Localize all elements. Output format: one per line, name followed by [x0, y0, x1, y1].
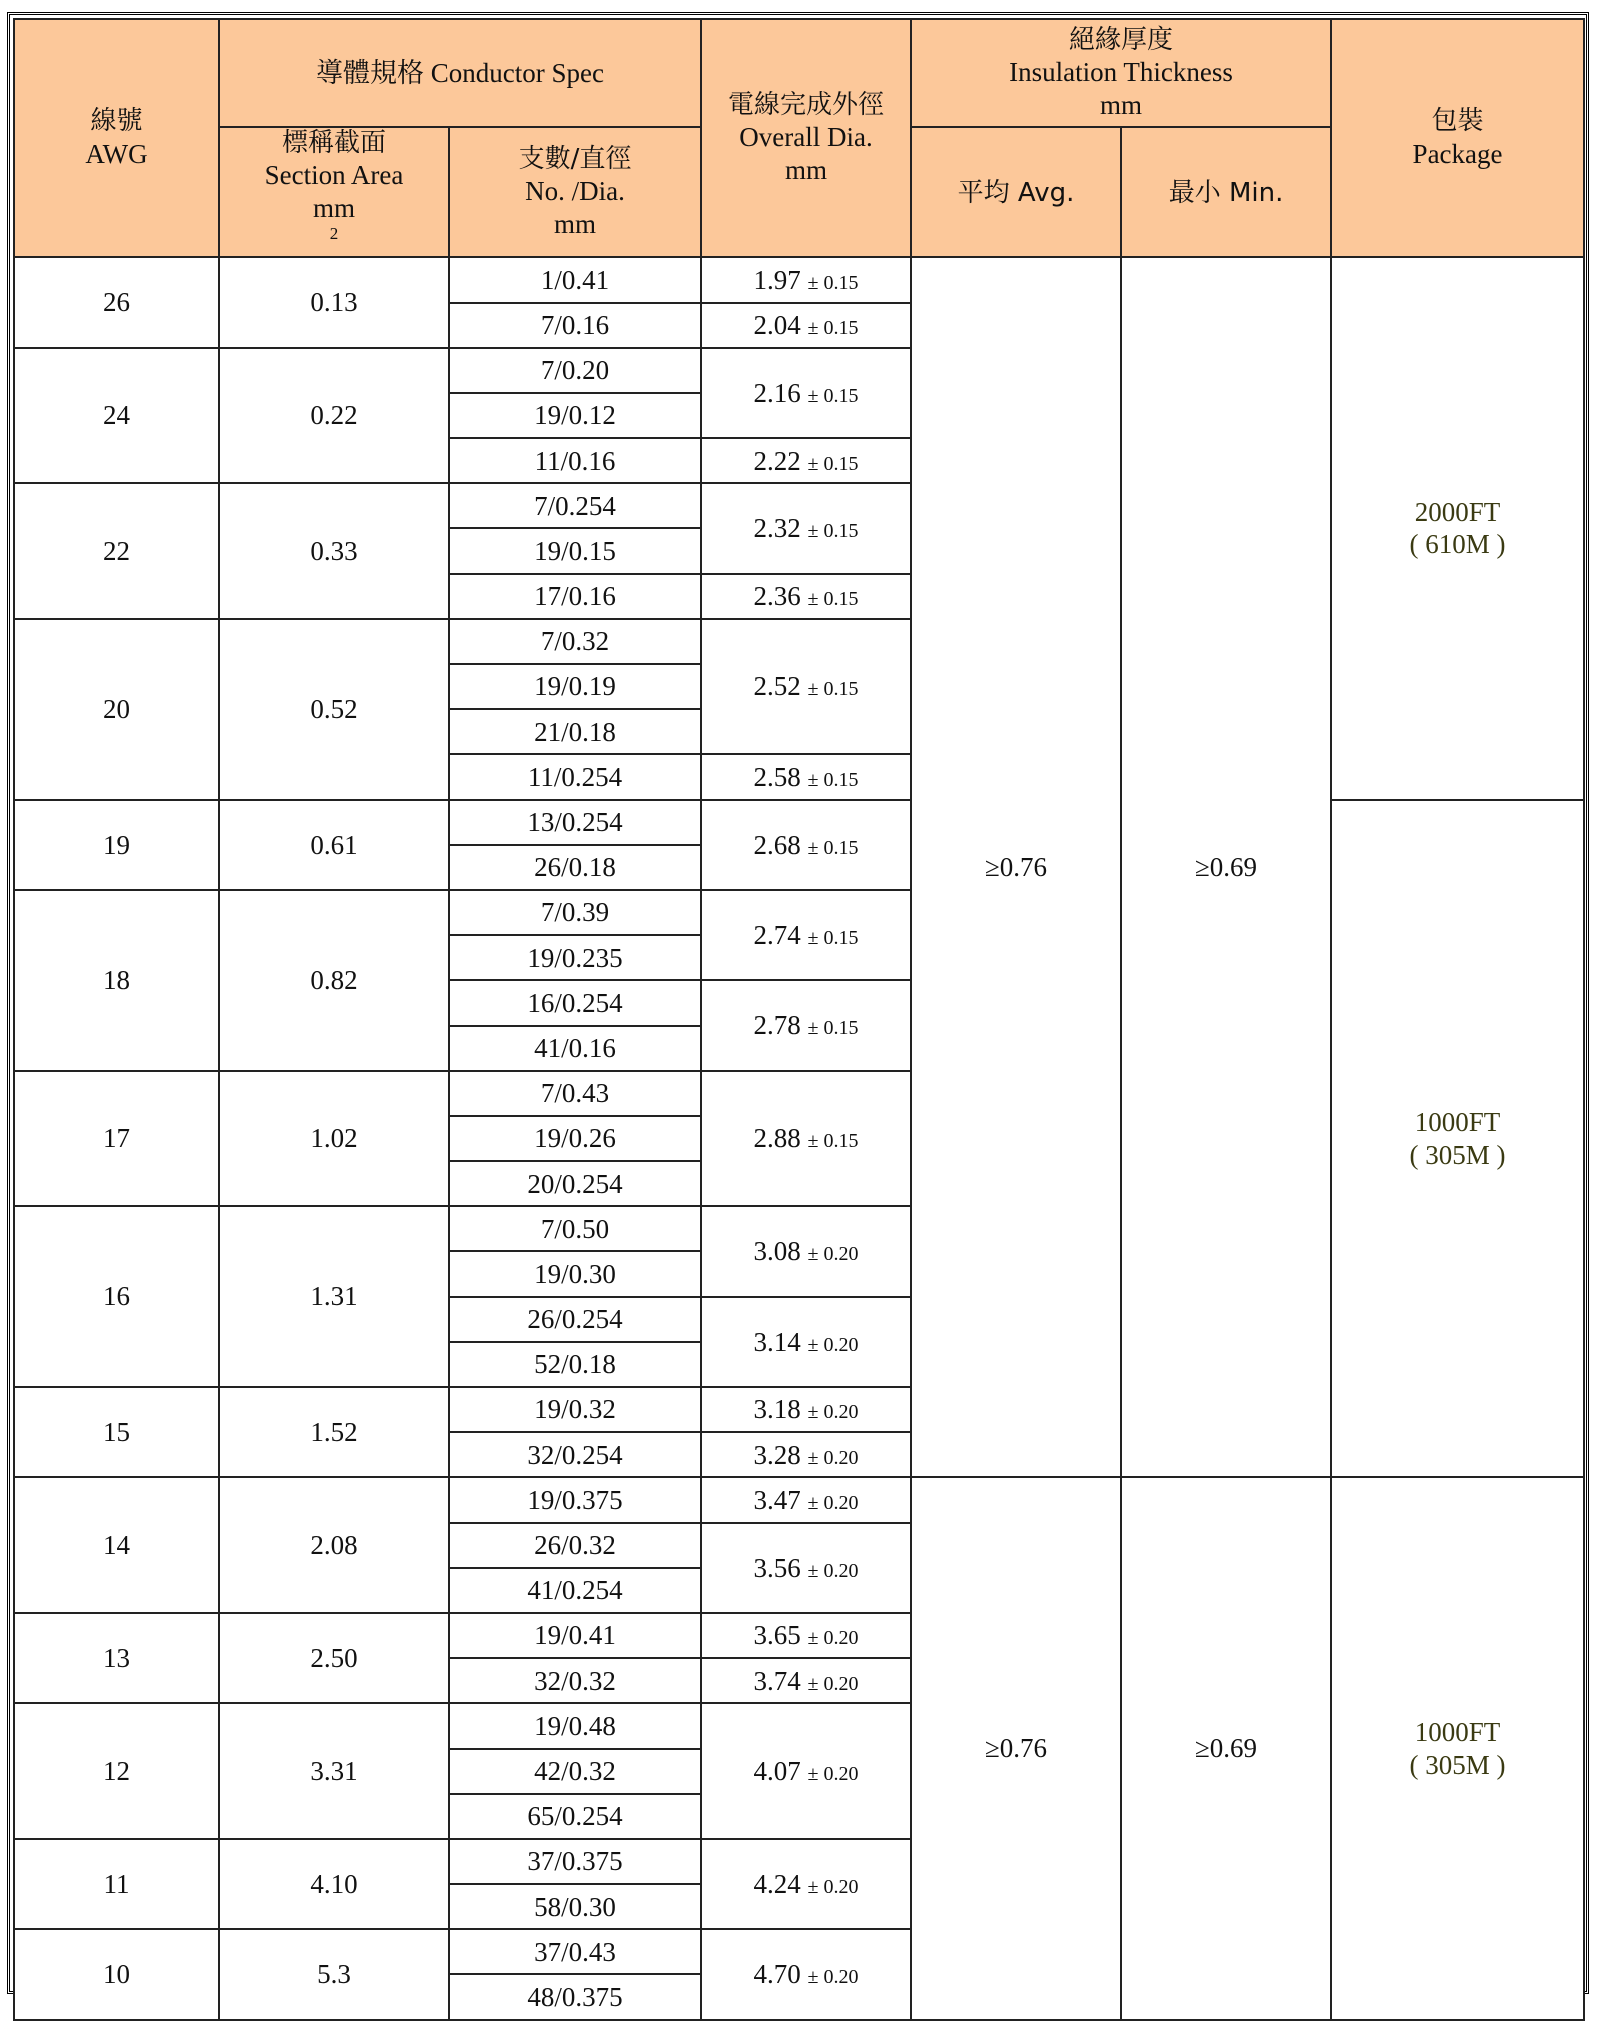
header-section-unit-sup: 2	[329, 223, 339, 243]
package-length-ft: 2000FT	[1414, 497, 1501, 528]
header-ins-zh: 絕緣厚度	[1069, 25, 1174, 56]
strand-cell: 52/0.18	[449, 1342, 701, 1387]
section-area-cell: 2.50	[219, 1613, 449, 1703]
strand-cell: 19/0.19	[449, 664, 701, 709]
table-row	[14, 257, 1584, 302]
strand-cell: 19/0.235	[449, 935, 701, 980]
awg-cell: 17	[14, 1071, 219, 1207]
section-area-cell: 3.31	[219, 1703, 449, 1839]
header-awg	[14, 19, 219, 257]
strand-cell: 32/0.254	[449, 1432, 701, 1477]
header-min-label: 最小 Min.	[1168, 177, 1284, 208]
strand-cell: 41/0.254	[449, 1568, 701, 1613]
header-ins-unit: mm	[1100, 89, 1143, 120]
strand-cell: 37/0.43	[449, 1929, 701, 1974]
package-length-ft: 1000FT	[1414, 1107, 1501, 1138]
dia-value: 2.88	[753, 1123, 801, 1154]
overall-dia-cell	[701, 303, 911, 348]
table-row	[14, 1477, 1584, 1522]
dia-tolerance: ± 0.20	[807, 1559, 859, 1582]
header-od-zh: 電線完成外徑	[728, 90, 885, 121]
package-cell	[1331, 257, 1584, 799]
wire-spec-table	[13, 18, 1585, 2021]
strand-cell: 41/0.16	[449, 1026, 701, 1071]
header-avg-label: 平均 Avg.	[957, 177, 1075, 208]
strand-cell: 7/0.32	[449, 619, 701, 664]
strand-cell: 19/0.30	[449, 1251, 701, 1296]
header-section-en: Section Area	[264, 160, 404, 191]
header-package	[1331, 19, 1584, 257]
dia-value: 3.08	[753, 1236, 801, 1267]
overall-dia-cell	[701, 754, 911, 799]
strand-cell: 7/0.20	[449, 348, 701, 393]
overall-dia-cell	[701, 1387, 911, 1432]
dia-value: 2.74	[753, 919, 801, 950]
dia-value: 3.65	[753, 1620, 801, 1651]
dia-tolerance: ± 0.20	[807, 1491, 859, 1514]
package-length-m: ( 305M )	[1409, 1749, 1506, 1780]
strand-cell: 19/0.32	[449, 1387, 701, 1432]
dia-value: 2.16	[753, 377, 801, 408]
dia-tolerance: ± 0.20	[807, 1875, 859, 1898]
dia-tolerance: ± 0.20	[807, 1446, 859, 1469]
overall-dia-cell	[701, 257, 911, 302]
dia-value: 2.36	[753, 581, 801, 612]
section-area-cell: 2.08	[219, 1477, 449, 1613]
header-overall-dia	[701, 19, 911, 257]
section-area-cell: 1.31	[219, 1206, 449, 1387]
overall-dia-cell	[701, 619, 911, 755]
strand-cell: 48/0.375	[449, 1974, 701, 2019]
header-od-en: Overall Dia.	[739, 122, 873, 153]
strand-cell: 19/0.26	[449, 1116, 701, 1161]
dia-tolerance: ± 0.15	[807, 836, 859, 859]
strand-cell: 16/0.254	[449, 980, 701, 1025]
section-area-cell: 0.33	[219, 483, 449, 619]
dia-value: 2.58	[753, 761, 801, 792]
header-strand-unit: mm	[554, 208, 597, 239]
dia-tolerance: ± 0.15	[807, 588, 859, 611]
header-section-unit-base: mm	[312, 192, 355, 223]
dia-value: 3.47	[753, 1484, 801, 1515]
header-insulation	[911, 19, 1331, 127]
header-pkg-zh: 包裝	[1431, 106, 1484, 137]
header-section-zh: 標稱截面	[281, 128, 386, 158]
header-awg-zh: 線號	[90, 106, 143, 137]
overall-dia-cell	[701, 800, 911, 890]
strand-cell: 1/0.41	[449, 257, 701, 302]
dia-value: 2.32	[753, 513, 801, 544]
header-od-unit: mm	[785, 154, 828, 185]
strand-cell: 32/0.32	[449, 1658, 701, 1703]
package-length-m: ( 610M )	[1409, 529, 1506, 560]
strand-cell: 7/0.43	[449, 1071, 701, 1116]
overall-dia-cell	[701, 1432, 911, 1477]
overall-dia-cell	[701, 438, 911, 483]
header-strand-en: No. /Dia.	[525, 176, 625, 207]
dia-tolerance: ± 0.15	[807, 926, 859, 949]
section-area-cell: 4.10	[219, 1839, 449, 1929]
spec-body	[14, 257, 1584, 2019]
overall-dia-cell	[701, 1929, 911, 2019]
dia-value: 3.14	[753, 1326, 801, 1357]
section-area-cell: 5.3	[219, 1929, 449, 2019]
section-area-cell: 0.52	[219, 619, 449, 800]
dia-tolerance: ± 0.20	[807, 1672, 859, 1695]
dia-value: 4.07	[753, 1755, 801, 1786]
strand-cell: 19/0.48	[449, 1703, 701, 1748]
strand-cell: 17/0.16	[449, 574, 701, 619]
dia-tolerance: ± 0.15	[807, 768, 859, 791]
header-min	[1121, 127, 1331, 257]
dia-tolerance: ± 0.20	[807, 1243, 859, 1266]
insulation-avg-cell: ≥0.76	[911, 257, 1121, 1477]
awg-cell: 16	[14, 1206, 219, 1387]
awg-cell: 18	[14, 890, 219, 1071]
dia-value: 2.78	[753, 1010, 801, 1041]
section-area-cell: 0.22	[219, 348, 449, 484]
awg-cell: 15	[14, 1387, 219, 1477]
awg-cell: 14	[14, 1477, 219, 1613]
dia-tolerance: ± 0.20	[807, 1966, 859, 1989]
table-row	[14, 800, 1584, 845]
awg-cell: 11	[14, 1839, 219, 1929]
package-length-m: ( 305M )	[1409, 1139, 1506, 1170]
strand-cell: 11/0.254	[449, 754, 701, 799]
overall-dia-cell	[701, 1613, 911, 1658]
overall-dia-cell	[701, 1839, 911, 1929]
strand-cell: 7/0.39	[449, 890, 701, 935]
strand-cell: 7/0.16	[449, 303, 701, 348]
dia-tolerance: ± 0.20	[807, 1762, 859, 1785]
strand-cell: 20/0.254	[449, 1161, 701, 1206]
overall-dia-cell	[701, 1297, 911, 1387]
dia-value: 2.22	[753, 445, 801, 476]
dia-value: 3.18	[753, 1394, 801, 1425]
strand-cell: 19/0.41	[449, 1613, 701, 1658]
package-cell	[1331, 800, 1584, 1478]
strand-cell: 37/0.375	[449, 1839, 701, 1884]
section-area-cell: 0.82	[219, 890, 449, 1071]
package-length-ft: 1000FT	[1414, 1717, 1501, 1748]
overall-dia-cell	[701, 1523, 911, 1613]
overall-dia-cell	[701, 1477, 911, 1522]
strand-cell: 21/0.18	[449, 709, 701, 754]
package-cell	[1331, 1477, 1584, 2019]
dia-value: 2.52	[753, 671, 801, 702]
strand-cell: 13/0.254	[449, 800, 701, 845]
header-conductor-label: 導體規格 Conductor Spec	[316, 57, 604, 88]
dia-tolerance: ± 0.20	[807, 1401, 859, 1424]
awg-cell: 10	[14, 1929, 219, 2019]
strand-cell: 7/0.50	[449, 1206, 701, 1251]
dia-tolerance: ± 0.15	[807, 1017, 859, 1040]
overall-dia-cell	[701, 980, 911, 1070]
strand-cell: 11/0.16	[449, 438, 701, 483]
strand-cell: 19/0.15	[449, 528, 701, 573]
dia-tolerance: ± 0.15	[807, 316, 859, 339]
dia-tolerance: ± 0.20	[807, 1627, 859, 1650]
dia-value: 2.04	[753, 309, 801, 340]
strand-cell: 19/0.375	[449, 1477, 701, 1522]
overall-dia-cell	[701, 574, 911, 619]
insulation-avg-cell: ≥0.76	[911, 1477, 1121, 2019]
header-strand-zh: 支數/直徑	[518, 144, 632, 175]
insulation-min-cell: ≥0.69	[1121, 257, 1331, 1477]
dia-tolerance: ± 0.20	[807, 1333, 859, 1356]
header-strand	[449, 127, 701, 257]
strand-cell: 7/0.254	[449, 483, 701, 528]
strand-cell: 26/0.254	[449, 1297, 701, 1342]
overall-dia-cell	[701, 1658, 911, 1703]
dia-tolerance: ± 0.15	[807, 452, 859, 475]
dia-value: 3.28	[753, 1439, 801, 1470]
overall-dia-cell	[701, 1071, 911, 1207]
dia-value: 3.56	[753, 1552, 801, 1583]
dia-tolerance: ± 0.15	[807, 384, 859, 407]
awg-cell: 19	[14, 800, 219, 890]
strand-cell: 65/0.254	[449, 1794, 701, 1839]
header-awg-en: AWG	[85, 138, 148, 169]
dia-value: 2.68	[753, 829, 801, 860]
dia-tolerance: ± 0.15	[807, 1130, 859, 1153]
header-pkg-en: Package	[1412, 138, 1503, 169]
strand-cell: 19/0.12	[449, 393, 701, 438]
dia-tolerance: ± 0.15	[807, 271, 859, 294]
strand-cell: 42/0.32	[449, 1749, 701, 1794]
section-area-cell: 0.61	[219, 800, 449, 890]
strand-cell: 58/0.30	[449, 1884, 701, 1929]
header-conductor	[219, 19, 701, 127]
header-avg	[911, 127, 1121, 257]
awg-cell: 13	[14, 1613, 219, 1703]
awg-cell: 22	[14, 483, 219, 619]
dia-tolerance: ± 0.15	[807, 520, 859, 543]
strand-cell: 26/0.18	[449, 845, 701, 890]
overall-dia-cell	[701, 348, 911, 438]
overall-dia-cell	[701, 1206, 911, 1296]
awg-cell: 24	[14, 348, 219, 484]
section-area-cell: 1.02	[219, 1071, 449, 1207]
section-area-cell: 0.13	[219, 257, 449, 347]
header-section-unit	[220, 192, 448, 257]
awg-cell: 26	[14, 257, 219, 347]
awg-cell: 12	[14, 1703, 219, 1839]
overall-dia-cell	[701, 483, 911, 573]
insulation-min-cell: ≥0.69	[1121, 1477, 1331, 2019]
header-ins-en: Insulation Thickness	[1009, 57, 1233, 88]
overall-dia-cell	[701, 1703, 911, 1839]
dia-value: 3.74	[753, 1665, 801, 1696]
header-section-area	[219, 127, 449, 257]
strand-cell: 26/0.32	[449, 1523, 701, 1568]
section-area-cell: 1.52	[219, 1387, 449, 1477]
dia-tolerance: ± 0.15	[807, 678, 859, 701]
dia-value: 4.24	[753, 1868, 801, 1899]
dia-value: 4.70	[753, 1959, 801, 1990]
awg-cell: 20	[14, 619, 219, 800]
dia-value: 1.97	[753, 264, 801, 295]
overall-dia-cell	[701, 890, 911, 980]
